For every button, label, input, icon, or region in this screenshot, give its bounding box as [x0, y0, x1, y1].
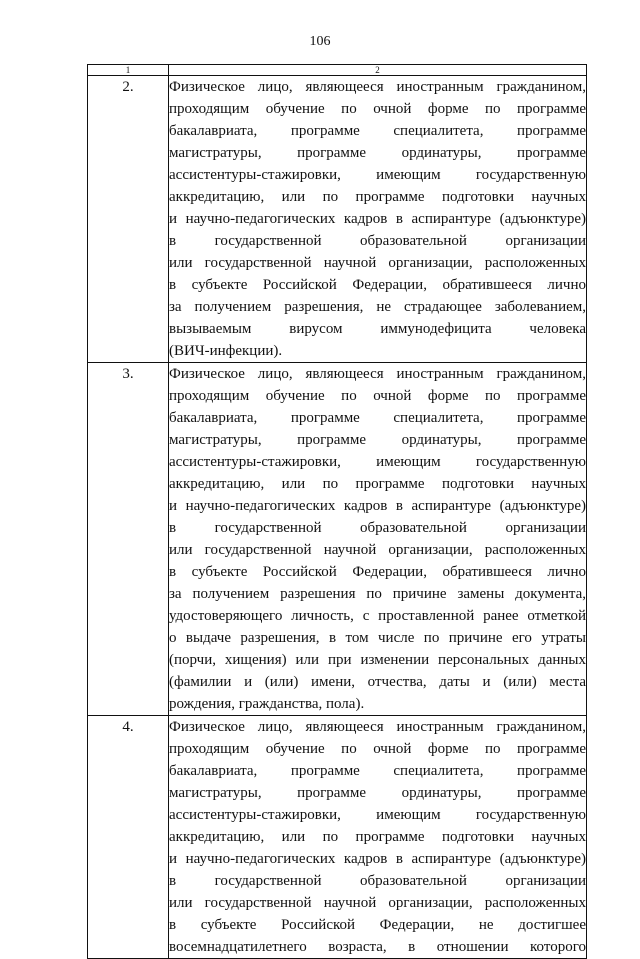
- text-line: магистратуры, программе ординатуры, программе: [169, 785, 586, 801]
- text-line: магистратуры, программе ординатуры, программе: [169, 432, 586, 448]
- text-line: (фамилии и (или) имени, отчества, даты и (или) места: [169, 674, 586, 690]
- row-number: 2.: [88, 76, 169, 363]
- text-line: аккредитацию, или по программе подготовки научных: [169, 476, 586, 492]
- text-line: (порчи, хищения) или при изменении персональных данных: [169, 652, 586, 668]
- text-line: рождения, гражданства, пола).: [169, 696, 365, 712]
- text-line: магистратуры, программе ординатуры, программе: [169, 145, 586, 161]
- document-table: [87, 64, 587, 959]
- table-row: [88, 716, 587, 959]
- text-line: ассистентуры-стажировки, имеющим государственную: [169, 167, 586, 183]
- text-line: проходящим обучение по очной форме по программе: [169, 741, 586, 757]
- text-line: бакалавриата, программе специалитета, программе: [169, 763, 586, 779]
- text-line: и научно-педагогических кадров в аспирантуре (адъюнктуре): [169, 851, 586, 867]
- text-line: ассистентуры-стажировки, имеющим государственную: [169, 454, 586, 470]
- table-row: [88, 76, 587, 363]
- text-line: или государственной научной организации, расположенных: [169, 255, 586, 271]
- text-line: о выдаче разрешения, в том числе по причине его утраты: [169, 630, 586, 646]
- text-line: Физическое лицо, являющееся иностранным гражданином,: [169, 79, 586, 95]
- row-text: [169, 363, 587, 716]
- text-line: проходящим обучение по очной форме по программе: [169, 101, 586, 117]
- text-line: вызываемым вирусом иммунодефицита человека: [169, 321, 586, 337]
- text-line: и научно-педагогических кадров в аспирантуре (адъюнктуре): [169, 211, 586, 227]
- text-line: или государственной научной организации, расположенных: [169, 542, 586, 558]
- text-line: бакалавриата, программе специалитета, программе: [169, 410, 586, 426]
- text-line: в субъекте Российской Федерации, обратившееся лично: [169, 564, 586, 580]
- column-header-number: 1: [88, 65, 169, 76]
- text-line: аккредитацию, или по программе подготовки научных: [169, 829, 586, 845]
- text-line: или государственной научной организации, расположенных: [169, 895, 586, 911]
- text-line: в субъекте Российской Федерации, обратившееся лично: [169, 277, 586, 293]
- text-line: проходящим обучение по очной форме по программе: [169, 388, 586, 404]
- page-number: 106: [309, 34, 331, 49]
- text-line: за получением разрешения по причине замены документа,: [169, 586, 586, 602]
- text-line: в государственной образовательной организации: [169, 873, 586, 889]
- column-header-text: 2: [169, 65, 587, 76]
- row-text: [169, 76, 587, 363]
- text-line: удостоверяющего личность, с проставленной ранее отметкой: [169, 608, 586, 624]
- row-text: [169, 716, 587, 959]
- table-row: [88, 363, 587, 716]
- table-header-row: [88, 65, 587, 76]
- text-line: в субъекте Российской Федерации, не достигшее: [169, 917, 586, 933]
- row-number: 3.: [88, 363, 169, 716]
- row-number: 4.: [88, 716, 169, 959]
- text-line: Физическое лицо, являющееся иностранным гражданином,: [169, 719, 586, 735]
- text-line: бакалавриата, программе специалитета, программе: [169, 123, 586, 139]
- text-line: восемнадцатилетнего возраста, в отношении которого: [169, 939, 586, 955]
- text-line: в государственной образовательной организации: [169, 233, 586, 249]
- text-line: за получением разрешения, не страдающее заболеванием,: [169, 299, 586, 315]
- text-line: в государственной образовательной организации: [169, 520, 586, 536]
- text-line: аккредитацию, или по программе подготовки научных: [169, 189, 586, 205]
- text-line: (ВИЧ-инфекции).: [169, 343, 283, 359]
- text-line: ассистентуры-стажировки, имеющим государственную: [169, 807, 586, 823]
- text-line: и научно-педагогических кадров в аспирантуре (адъюнктуре): [169, 498, 586, 514]
- text-line: Физическое лицо, являющееся иностранным гражданином,: [169, 366, 586, 382]
